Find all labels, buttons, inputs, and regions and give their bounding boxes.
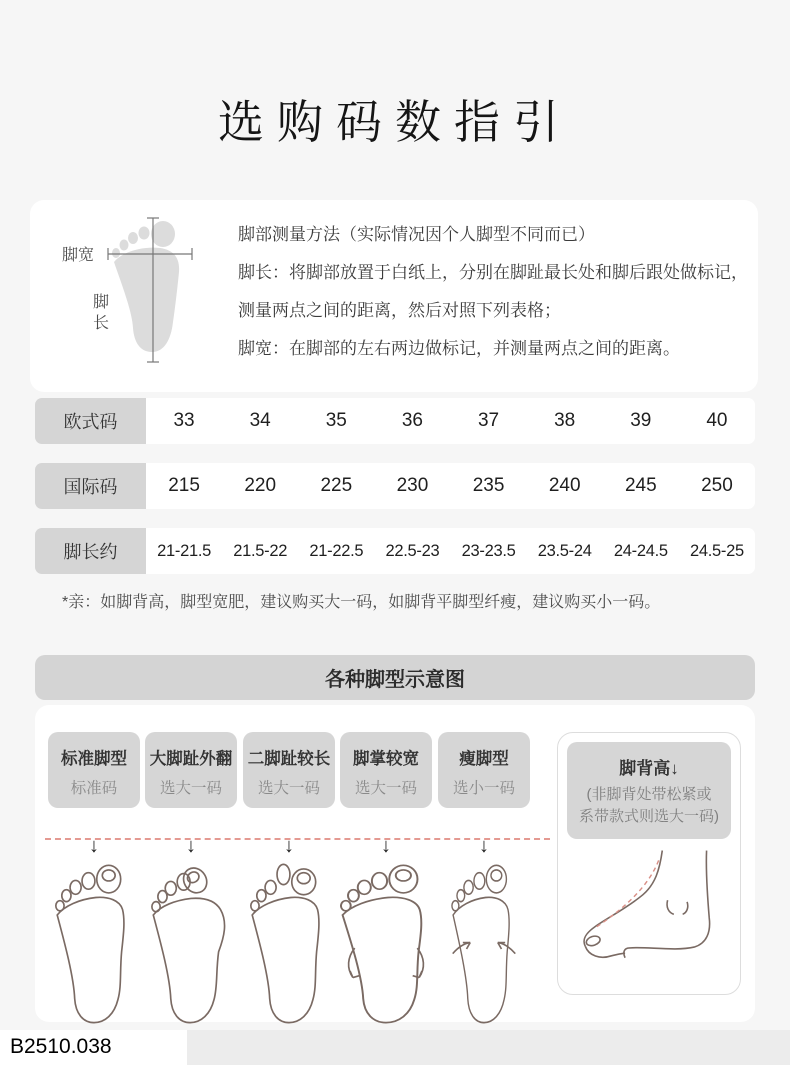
table-row-eu-size bbox=[35, 398, 755, 444]
down-arrow-icon: ↓ bbox=[186, 835, 196, 857]
foot-length-label: 脚长 bbox=[92, 294, 109, 332]
measure-line: 脚长：将脚部放置于白纸上，分别在脚趾最长处和脚后跟处做标记， bbox=[238, 263, 748, 282]
footer-band bbox=[0, 1030, 790, 1065]
card-subtitle: 选大一码 bbox=[257, 780, 320, 797]
foot-type-card bbox=[145, 732, 237, 808]
size-table bbox=[35, 398, 755, 593]
value-cell: 21-22.5 bbox=[309, 541, 364, 560]
measure-line: 脚部测量方法（实际情况因个人脚型不同而已） bbox=[238, 225, 595, 244]
foot-standard-illustration bbox=[48, 856, 140, 1031]
row-label: 国际码 bbox=[35, 463, 146, 509]
value-cell: 38 bbox=[554, 410, 576, 431]
value-cell: 24.5-25 bbox=[690, 541, 744, 560]
value-cell: 40 bbox=[706, 410, 728, 431]
card-subtitle: 选小一码 bbox=[452, 780, 515, 797]
value-cell: 240 bbox=[548, 475, 581, 496]
foot-type-card bbox=[438, 732, 530, 808]
measure-line: 测量两点之间的距离，然后对照下列表格； bbox=[238, 301, 561, 320]
card-title: 脚掌较宽 bbox=[353, 750, 419, 768]
value-cell: 39 bbox=[630, 410, 652, 431]
foot-type-card bbox=[48, 732, 140, 808]
value-cell: 23-23.5 bbox=[461, 541, 516, 560]
value-cell: 245 bbox=[624, 475, 657, 496]
value-cell: 21-21.5 bbox=[157, 541, 211, 560]
row-label: 脚长约 bbox=[35, 528, 146, 574]
row-label: 欧式码 bbox=[35, 398, 146, 444]
foot-type-slim bbox=[438, 732, 530, 857]
down-arrow-icon: ↓ bbox=[479, 835, 489, 857]
foot-slim-illustration bbox=[438, 856, 530, 1031]
card-subtitle: 选大一码 bbox=[354, 780, 417, 797]
footprint-icon bbox=[106, 216, 201, 366]
down-arrow-icon: ↓ bbox=[381, 835, 391, 857]
high-instep-note-line: (非脚背处带松紧或 bbox=[586, 786, 712, 803]
high-instep-title: 脚背高↓ bbox=[619, 759, 679, 778]
foot-type-card bbox=[340, 732, 432, 808]
value-cell: 37 bbox=[477, 410, 500, 431]
product-code: B2510.038 bbox=[10, 1035, 112, 1058]
value-cell: 215 bbox=[168, 475, 200, 496]
foot-side-view-illustration bbox=[569, 847, 729, 971]
value-cell: 33 bbox=[173, 410, 195, 431]
value-cell: 235 bbox=[472, 475, 505, 496]
row-values bbox=[146, 398, 755, 444]
card-title: 大脚趾外翻 bbox=[149, 750, 233, 768]
measurement-instructions-box bbox=[30, 200, 758, 392]
foot-wide-illustration bbox=[340, 856, 432, 1031]
value-cell: 36 bbox=[401, 410, 423, 431]
foot-type-wide bbox=[340, 732, 432, 857]
product-code-patch bbox=[0, 1030, 187, 1065]
row-values bbox=[146, 463, 755, 509]
measurement-text bbox=[238, 216, 748, 368]
foot-type-hallux-valgus bbox=[145, 732, 237, 857]
value-cell: 21.5-22 bbox=[233, 541, 288, 560]
value-cell: 23.5-24 bbox=[537, 541, 592, 560]
value-cell: 220 bbox=[244, 475, 277, 496]
instep-guide-line bbox=[597, 858, 660, 927]
down-arrow-icon: ↓ bbox=[284, 835, 294, 857]
high-instep-note-line: 系带款式则选大一码) bbox=[579, 808, 719, 825]
value-cell: 24-24.5 bbox=[613, 541, 668, 560]
value-cell: 225 bbox=[320, 475, 353, 496]
table-row-intl-size bbox=[35, 463, 755, 509]
high-instep-card bbox=[567, 742, 731, 839]
table-row-foot-length bbox=[35, 528, 755, 574]
foot-type-card bbox=[243, 732, 335, 808]
card-subtitle: 选大一码 bbox=[159, 780, 222, 797]
value-cell: 250 bbox=[701, 475, 733, 496]
card-title: 标准脚型 bbox=[61, 750, 127, 768]
high-instep-box bbox=[557, 732, 741, 995]
card-subtitle: 标准码 bbox=[70, 780, 118, 797]
row-values bbox=[146, 528, 755, 574]
value-cell: 22.5-23 bbox=[385, 541, 440, 560]
foot-type-standard bbox=[48, 732, 140, 857]
footprint-diagram bbox=[30, 200, 238, 392]
value-cell: 35 bbox=[325, 410, 347, 431]
foot-type-long-second-toe bbox=[243, 732, 335, 857]
inward-arrows-icon bbox=[453, 943, 516, 954]
foot-types-panel bbox=[35, 705, 755, 1022]
sizing-note: *亲：如脚背高，脚型宽肥，建议购买大一码，如脚背平脚型纤瘦，建议购买小一码。 bbox=[62, 594, 661, 611]
foot-types-header: 各种脚型示意图 bbox=[35, 655, 755, 700]
foot-long-second-toe-illustration bbox=[243, 856, 335, 1031]
measure-line: 脚宽：在脚部的左右两边做标记，并测量两点之间的距离。 bbox=[238, 339, 680, 358]
card-title: 瘦脚型 bbox=[459, 750, 509, 768]
card-title: 二脚趾较长 bbox=[247, 750, 331, 768]
foot-hallux-valgus-illustration bbox=[145, 856, 237, 1031]
value-cell: 34 bbox=[249, 410, 271, 431]
page-title: 选购码数指引 bbox=[218, 96, 572, 148]
foot-width-label: 脚宽 bbox=[62, 247, 95, 264]
down-arrow-icon: ↓ bbox=[89, 835, 99, 857]
value-cell: 230 bbox=[396, 475, 429, 496]
